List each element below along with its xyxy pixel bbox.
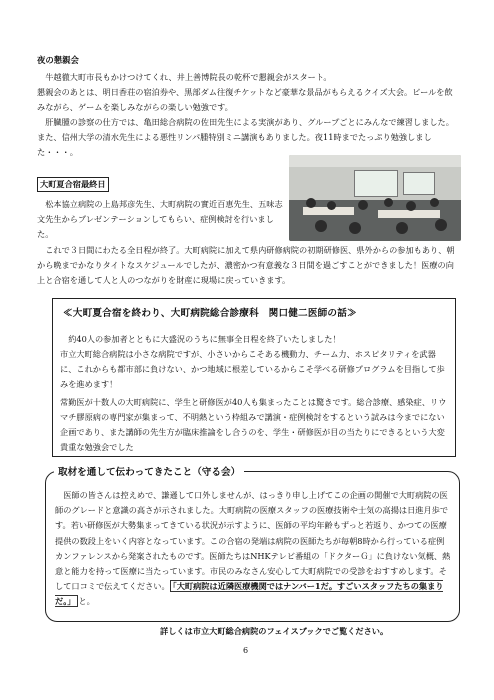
- quote-paragraph-1: 約40人の参加者とともに大盛況のうちに無事全日程を終了いたしました！: [68, 334, 341, 344]
- section-title-final-day: 大町夏合宿最終日: [37, 177, 109, 192]
- interview-paragraph: [55, 488, 451, 610]
- interview-title: 取材を通して伝わってきたこと（守る会）: [54, 464, 244, 478]
- final-day-paragraph-1: 松本協立病院の上島邦彦先生、大町病院の實近百恵先生、五味志文先生からプレゼンテーションしてもらい、症例検討を行いました。: [37, 199, 283, 239]
- dinner-paragraph-1: 牛越徹大町市長もかけつけてくれ、井上善博院長の乾杯で懇親会がスタート。: [45, 72, 332, 82]
- final-day-paragraph-2: これで３日間にわたる全日程が終了。大町病院に加えて県内研修病院の初期研修医、県外からの参加もあり、朝から晩までかなりタイトなスケジュールでしたが、濃密かつ有意義な３日間を過ごすことができました！医療の向上と合宿を通して人と人のつながりを財産に現場に戻っていきます。: [37, 245, 455, 285]
- dinner-paragraph-3: 肝臓腫の診察の仕方では、亀田総合病院の佐田先生による実演があり、グループごとにみんなで練習しました。また、信州大学の清水先生による悪性リンパ腫特別ミニ講演もありました。夜11時までたっぷり勉強しました・・・。: [37, 117, 454, 157]
- section-title-dinner: 夜の懇親会: [37, 55, 79, 65]
- interview-body: 医師の皆さんは控えめで、謙遜して口外しませんが、はっきり申し上げてこの企画の開催で大町病院の医師のグレードと意識の高さが示されました。大町病院の医療スタッフの医療技術や士気の高揚は日進月歩です。若い研修医が大勢集まってきている状況が示すように、医師の平均年齢もずっと若返り、かつての医療提供の数段上をいく内容となっています。この合宿の発端は病院の医師たちが毎朝8時から行っている症例カンファレンスから発案されたものです。医師たちはNHKテレビ番組の「ドクターＧ」に負けない気概、熱意と能力を持って医療に当たっています。市民のみなさん安心して大町病院での受診をおすすめします。そして口コミで伝えてください。: [55, 490, 451, 592]
- quote-paragraph-3: 常勤医が十数人の大町病院に、学生と研修医が40人も集まったことは驚きです。総合診療、感染症、リウマチ膠原病の専門家が集まって、不明熱という枠組みで講演・症例検討をするという試みは今までにない企画であり、また講師の先生方が臨床推論をし合うのを、学生・研修医が目の当たりにできるという大変貴重な勉強会でした: [60, 397, 447, 452]
- interview-highlight: 「大町病院は近隣医療機関ではナンバー1だ。すごいスタッフたちの集まりだ。」: [55, 581, 444, 607]
- dinner-paragraph-2: 懇親会のあとは、明日香荘の宿泊券や、黒部ダム往復チケットなど豪華な景品がもらえるクイズ大会。ビールを飲みながら、ゲームを楽しみながらの楽しい勉強です。: [37, 87, 453, 112]
- quote-title: ≪大町夏合宿を終わり、大町病院総合診療科 関口健二医師の話≫: [63, 308, 357, 319]
- facebook-note: 詳しくは市立大町総合病院のフェイスブックでご覧ください。: [160, 626, 389, 636]
- interview-tail: と。: [78, 596, 95, 607]
- quote-paragraph-2: 市立大町総合病院は小さな病院ですが、小さいからこそある機動力、チーム力、ホスピタリティを武器に、これからも都市部に負けない、かつ地域に根差しているからこそ学べる研修プログラムを目指して歩みを進めます！: [60, 349, 445, 389]
- seminar-photo: [289, 155, 461, 241]
- page-number: 6: [243, 646, 249, 655]
